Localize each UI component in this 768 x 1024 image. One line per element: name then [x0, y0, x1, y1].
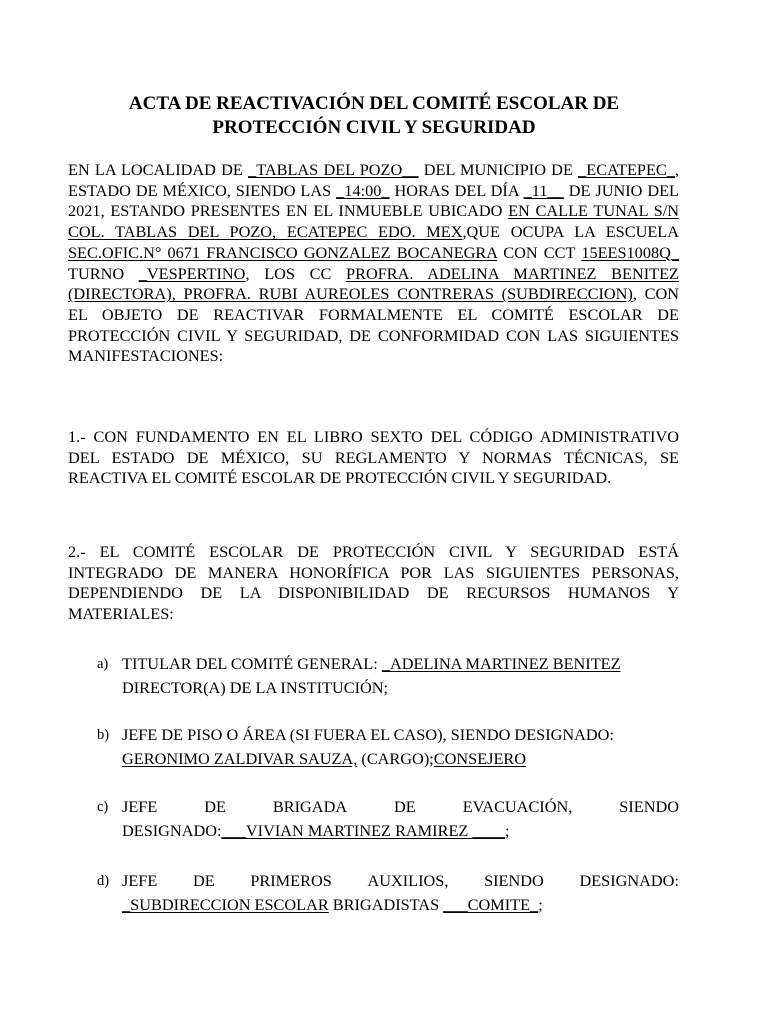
intro-text: ,QUE OCUPA LA ESCUELA — [462, 222, 679, 242]
item-word: DESIGNADO: — [579, 871, 679, 890]
document-title — [68, 92, 680, 140]
field-personas: PROFRA. ADELINA MARTINEZ BENITEZ (DIRECTORA), PROFRA. RUBI AUREOLES CONTRERAS (SUBDIRECCION) — [68, 263, 679, 304]
field-hora: _14:00_ — [336, 180, 390, 200]
item-line — [122, 869, 679, 893]
list-item-a — [97, 652, 679, 700]
list-marker: a) — [97, 656, 109, 672]
item-line — [122, 795, 679, 819]
item-word: DE — [394, 797, 416, 816]
item-word: JEFE — [122, 871, 158, 890]
item-word: SIENDO — [484, 871, 544, 890]
intro-text: EN LA LOCALIDAD DE — [68, 160, 249, 179]
field-escuela: SEC.OFIC.N° 0671 FRANCISCO GONZALEZ BOCANEGRA — [68, 242, 498, 262]
field-municipio: _ECATEPEC_ — [578, 160, 675, 179]
field-ubicacion: EN CALLE TUNAL S/N COL. TABLAS DEL POZO, ECATEPEC EDO. MEX — [68, 201, 679, 242]
list-item-c — [97, 795, 679, 843]
list-marker: b) — [97, 727, 110, 743]
point-1-paragraph: 1.- CON FUNDAMENTO EN EL LIBRO SEXTO DEL CÓDIGO ADMINISTRATIVO DEL ESTADO DE MÉXICO, SU REGLAMENTO Y NORMAS TÉCNICAS, SE REACTIVA EL COMITÉ ESCOLAR DE PROTECCIÓN CIVIL Y SEGURIDAD. — [68, 427, 679, 488]
item-word: PRIMEROS — [250, 871, 332, 890]
item-text: BRIGADISTAS — [328, 895, 444, 914]
item-word: EVACUACIÓN, — [462, 797, 573, 816]
item-word: JEFE — [122, 797, 158, 816]
intro-text: CON CCT — [497, 242, 582, 262]
list-marker: c) — [97, 799, 109, 815]
item-text: JEFE DE PISO O ÁREA (SI FUERA EL CASO), SIENDO DESIGNADO: — [122, 725, 614, 744]
item-text: ; — [504, 821, 510, 840]
item-text: (CARGO); — [357, 749, 434, 768]
field-jefe-evacuacion: ___VIVIAN MARTINEZ RAMIREZ ____ — [221, 821, 505, 840]
field-cargo: CONSEJERO — [433, 749, 527, 768]
item-text: DIRECTOR(A) DE LA INSTITUCIÓN; — [122, 678, 389, 697]
intro-text: , ESTADO DE MÉXICO, SIENDO LAS — [68, 160, 679, 200]
intro-text: DE JUNIO DEL 2021, ESTANDO PRESENTES EN EL INMUEBLE UBICADO — [68, 180, 680, 221]
item-text: DESIGNADO: — [122, 821, 222, 840]
item-word: DE — [204, 797, 226, 816]
intro-text: TURNO — [68, 263, 139, 283]
intro-text: HORAS DEL DÍA — [389, 180, 524, 200]
intro-text: , LOS CC — [245, 263, 347, 283]
title-line-2: PROTECCIÓN CIVIL Y SEGURIDAD — [212, 117, 536, 138]
item-word: SIENDO — [619, 797, 679, 816]
item-word: DE — [192, 871, 215, 890]
intro-text: , CON EL OBJETO DE REACTIVAR FORMALMENTE EL COMITÉ ESCOLAR DE PROTECCIÓN CIVIL Y SEGURIDAD, DE CONFORMIDAD CON LAS SIGUIENTES MANIFESTACIONES: — [68, 284, 679, 366]
field-brigadistas: ___COMITE_ — [443, 895, 539, 914]
field-turno: _VESPERTINO — [138, 263, 246, 283]
intro-paragraph — [68, 160, 679, 367]
item-text: TITULAR DEL COMITÉ GENERAL: — [122, 654, 382, 673]
intro-text: DEL MUNICIPIO DE — [418, 160, 579, 179]
title-line-1: ACTA DE REACTIVACIÓN DEL COMITÉ ESCOLAR DE — [128, 93, 620, 114]
field-dia: _11__ — [523, 180, 564, 200]
list-item-b — [97, 723, 679, 771]
item-text: ; — [538, 895, 543, 914]
field-titular: _ADELINA MARTINEZ BENITEZ — [381, 654, 621, 673]
field-cct: 15EES1008Q_ — [581, 242, 679, 262]
field-jefe-piso: GERONIMO ZALDIVAR SAUZA, — [122, 749, 358, 768]
list-marker: d) — [97, 873, 110, 889]
item-word: BRIGADA — [272, 797, 348, 816]
field-jefe-auxilios: _SUBDIRECCION ESCOLAR — [122, 895, 329, 914]
point-2-paragraph: 2.- EL COMITÉ ESCOLAR DE PROTECCIÓN CIVIL Y SEGURIDAD ESTÁ INTEGRADO DE MANERA HONORÍFICA POR LAS SIGUIENTES PERSONAS, DEPENDIENDO DE LA DISPONIBILIDAD DE RECURSOS HUMANOS Y MATERIALES: — [68, 542, 679, 624]
list-item-d — [97, 869, 679, 917]
field-localidad: _TABLAS DEL POZO__ — [248, 160, 419, 179]
item-word: AUXILIOS, — [367, 871, 449, 890]
